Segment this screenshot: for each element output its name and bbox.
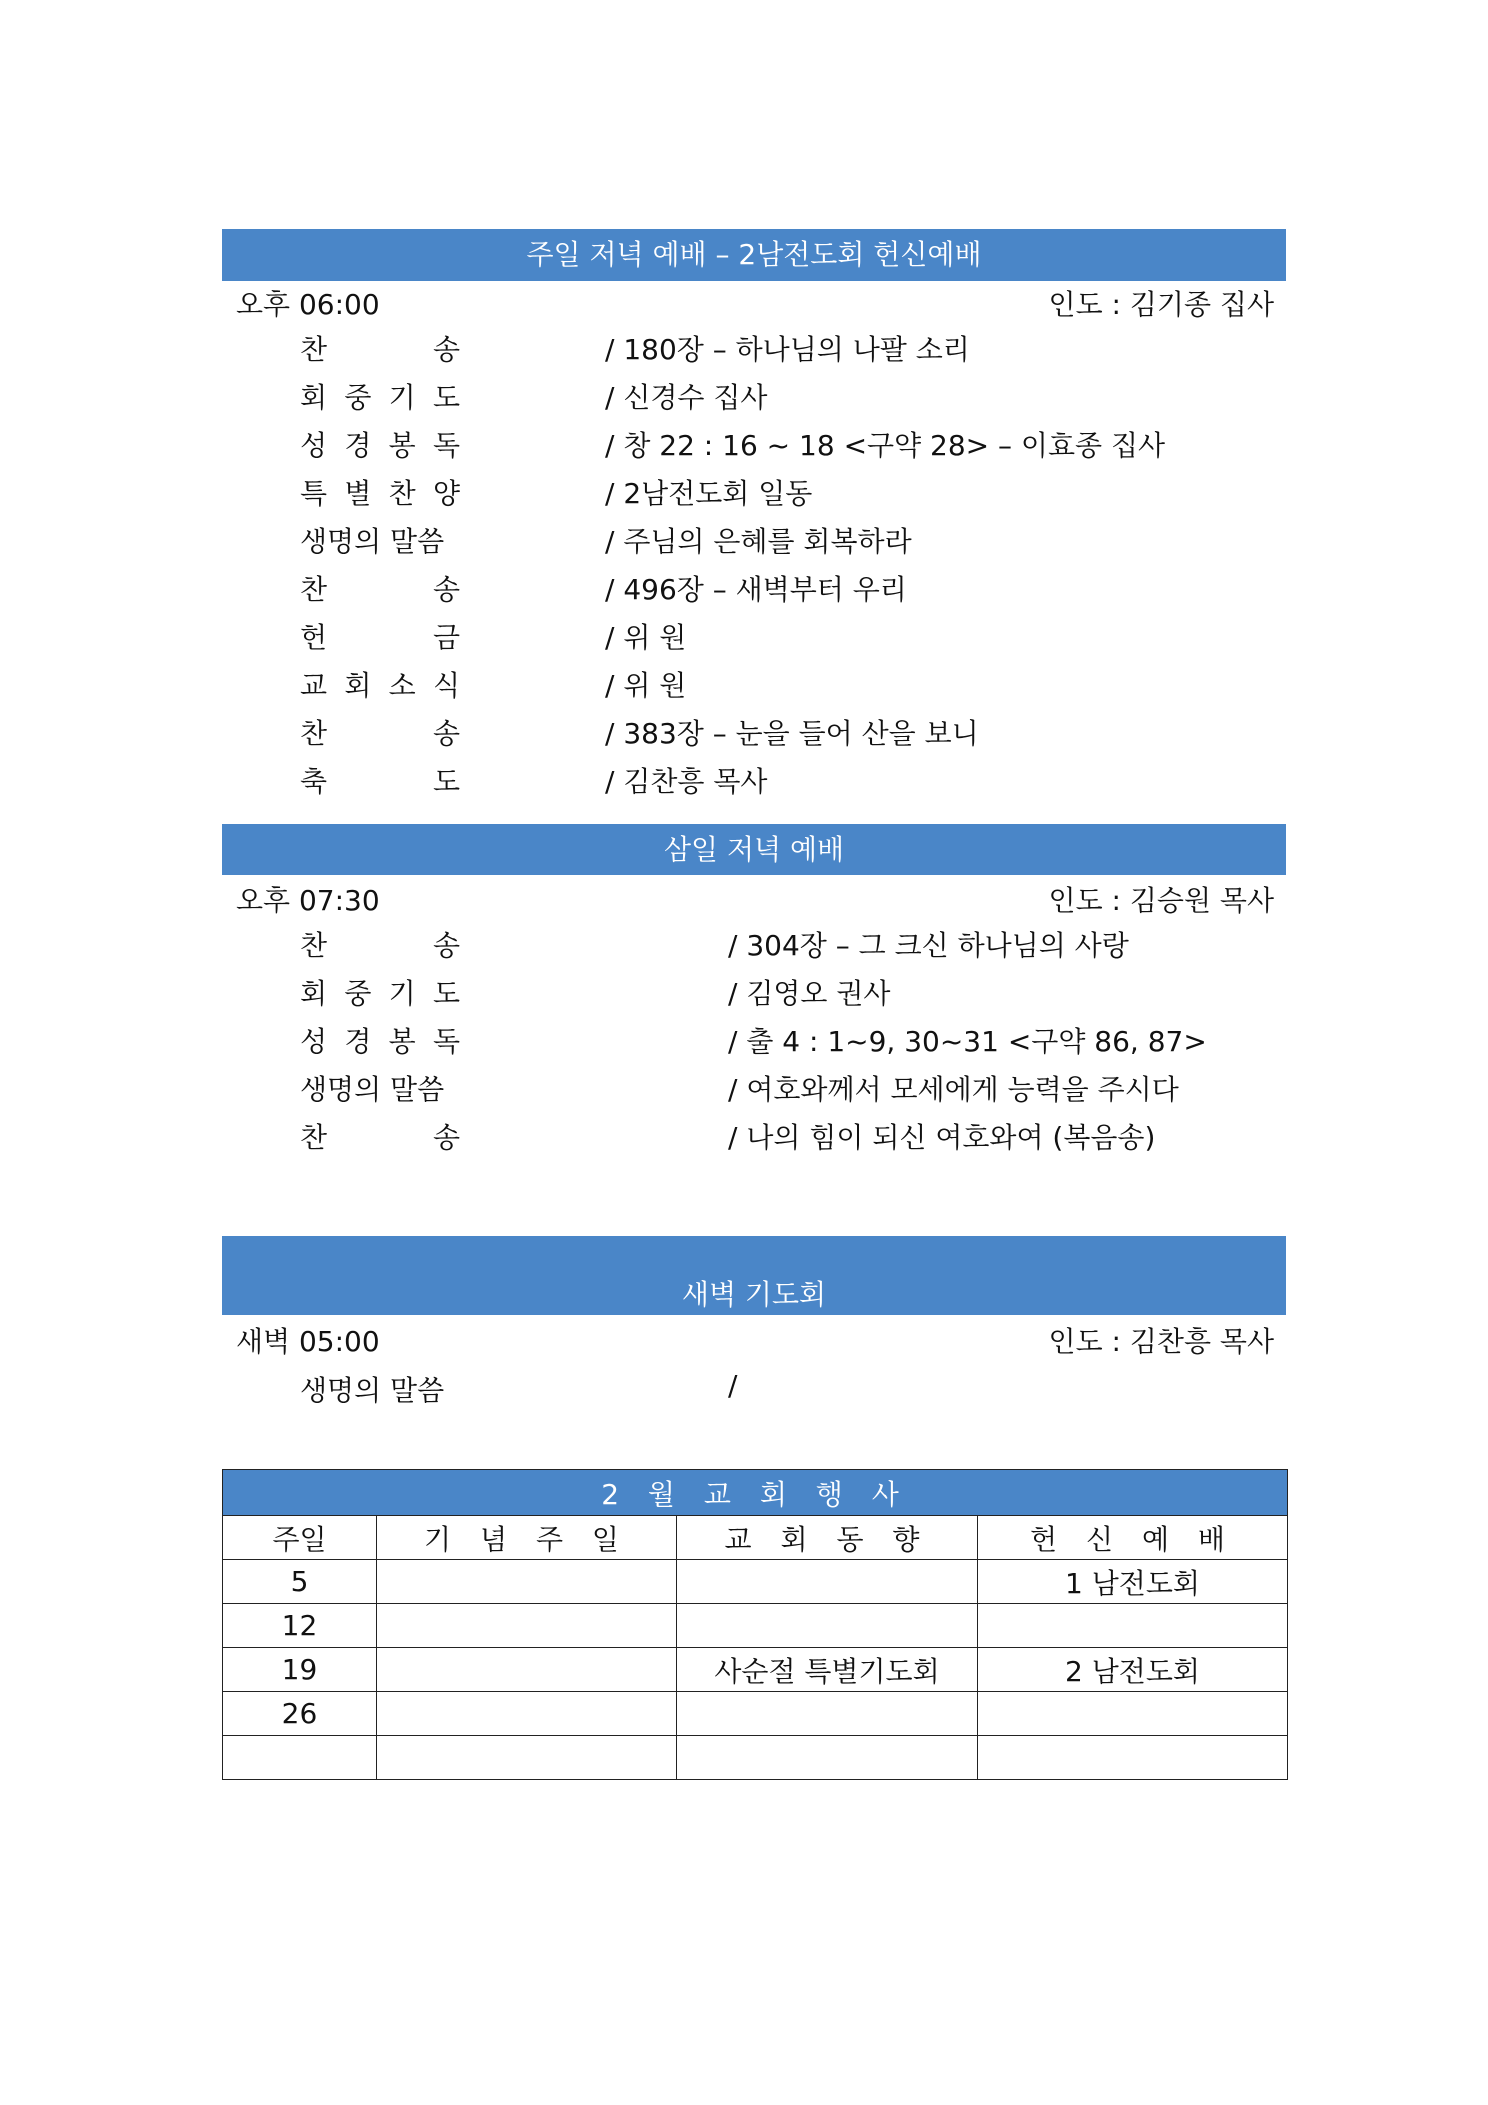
events-table-header <box>223 1516 1288 1560</box>
table-row <box>223 1648 1288 1692</box>
order-item-label-char: 축 <box>300 765 328 798</box>
order-item-value: / 2남전도회 일동 <box>605 477 813 510</box>
table-cell: 1 남전도회 <box>978 1560 1288 1604</box>
service-time: 새벽 05:00 <box>236 1325 380 1358</box>
order-item-label-char: 생명의 말씀 <box>300 525 445 558</box>
order-item-label <box>300 1116 460 1156</box>
order-item-label-char: 송 <box>432 929 460 962</box>
order-item-label-char: 송 <box>432 573 460 606</box>
order-item-label-char: 찬 <box>300 333 328 366</box>
order-item-label-char: 찬 <box>300 929 328 962</box>
order-item-label-char: 중 <box>344 977 372 1010</box>
order-item-value: / 창 22 : 16 ~ 18 <구약 28> – 이효종 집사 <box>605 429 1166 462</box>
order-item-label <box>300 1020 460 1060</box>
order-item-label <box>300 1369 460 1409</box>
table-cell <box>377 1692 677 1736</box>
table-cell: 5 <box>223 1560 377 1604</box>
order-item-label-char: 성 <box>300 1025 328 1058</box>
order-item-label <box>300 664 460 704</box>
table-cell <box>377 1648 677 1692</box>
order-item-label-char: 송 <box>432 333 460 366</box>
table-cell <box>677 1560 978 1604</box>
order-item-label-char: 기 <box>388 977 416 1010</box>
order-item-label-char: 봉 <box>388 429 416 462</box>
order-item-label-char: 독 <box>432 1025 460 1058</box>
events-table-body <box>223 1560 1288 1780</box>
order-item-label-char: 독 <box>432 429 460 462</box>
order-item-value: / 304장 – 그 크신 하나님의 사랑 <box>728 929 1129 962</box>
order-item-label <box>300 924 460 964</box>
order-item-value: / 180장 – 하나님의 나팔 소리 <box>605 333 970 366</box>
order-item-label <box>300 424 460 464</box>
order-item-label <box>300 472 460 512</box>
table-cell: 사순절 특별기도회 <box>677 1648 978 1692</box>
table-cell <box>223 1736 377 1780</box>
order-item-label-char: 소 <box>388 669 416 702</box>
table-row <box>223 1692 1288 1736</box>
order-item-label-char: 찬 <box>300 717 328 750</box>
events-table-title: 2 월 교 회 행 사 <box>223 1470 1288 1516</box>
order-item-value: / 위 원 <box>605 669 687 702</box>
order-item-label <box>300 376 460 416</box>
events-column-header: 헌 신 예 배 <box>978 1516 1288 1560</box>
dawn-prayer-meta <box>222 1320 1286 1364</box>
order-item-label-char: 기 <box>388 381 416 414</box>
order-item-value: / 나의 힘이 되신 여호와여 (복음송) <box>728 1121 1156 1154</box>
table-row <box>223 1736 1288 1780</box>
order-item-label-char: 중 <box>344 381 372 414</box>
service-time: 오후 07:30 <box>236 884 380 917</box>
sunday-evening-title: 주일 저녁 예배 – 2남전도회 헌신예배 <box>222 229 1286 281</box>
order-item-label-char: 교 <box>300 669 328 702</box>
table-cell <box>377 1604 677 1648</box>
table-cell: 19 <box>223 1648 377 1692</box>
order-item-value: / 김영오 권사 <box>728 977 891 1010</box>
table-cell: 2 남전도회 <box>978 1648 1288 1692</box>
dawn-prayer-title-text: 새벽 기도회 <box>681 1278 827 1311</box>
order-item-label-char: 회 <box>300 381 328 414</box>
order-item-label-char: 도 <box>432 765 460 798</box>
events-column-header: 기 념 주 일 <box>377 1516 677 1560</box>
order-item-value: / 여호와께서 모세에게 능력을 주시다 <box>728 1073 1179 1106</box>
order-item-label <box>300 520 460 560</box>
order-item-label-char: 경 <box>344 1025 372 1058</box>
order-item-label-char: 특 <box>300 477 328 510</box>
order-item-label <box>300 712 460 752</box>
table-cell <box>978 1736 1288 1780</box>
order-item-value: / 출 4 : 1~9, 30~31 <구약 86, 87> <box>728 1025 1207 1058</box>
table-cell <box>677 1692 978 1736</box>
service-leader: 인도 : 김승원 목사 <box>1048 884 1274 917</box>
table-row <box>223 1560 1288 1604</box>
events-column-header: 교 회 동 향 <box>677 1516 978 1560</box>
order-item-label-char: 찬 <box>300 573 328 606</box>
order-item-label-char: 별 <box>344 477 372 510</box>
table-cell <box>677 1736 978 1780</box>
sunday-evening-meta <box>222 283 1286 327</box>
table-cell <box>377 1560 677 1604</box>
order-item-value: / 신경수 집사 <box>605 381 768 414</box>
table-row <box>223 1604 1288 1648</box>
service-leader: 인도 : 김기종 집사 <box>1048 288 1274 321</box>
table-cell <box>978 1692 1288 1736</box>
order-item-label-char: 회 <box>300 977 328 1010</box>
table-cell <box>677 1604 978 1648</box>
order-item-label-char: 찬 <box>388 477 416 510</box>
order-item-value: / 383장 – 눈을 들어 산을 보니 <box>605 717 979 750</box>
wednesday-evening-title: 삼일 저녁 예배 <box>222 824 1286 875</box>
order-item-label <box>300 328 460 368</box>
service-leader: 인도 : 김찬흥 목사 <box>1048 1325 1274 1358</box>
order-item-label-char: 성 <box>300 429 328 462</box>
table-cell <box>978 1604 1288 1648</box>
order-item-value: / <box>728 1369 738 1402</box>
order-item-label <box>300 616 460 656</box>
table-cell: 26 <box>223 1692 377 1736</box>
order-item-label-char: 송 <box>432 717 460 750</box>
order-item-label-char: 송 <box>432 1121 460 1154</box>
order-item-label-char: 생명의 말씀 <box>300 1374 445 1407</box>
order-item-label <box>300 568 460 608</box>
order-item-value: / 주님의 은혜를 회복하라 <box>605 525 912 558</box>
order-item-label-char: 도 <box>432 977 460 1010</box>
order-item-value: / 496장 – 새벽부터 우리 <box>605 573 907 606</box>
order-item-label <box>300 760 460 800</box>
table-cell: 12 <box>223 1604 377 1648</box>
order-item-label-char: 경 <box>344 429 372 462</box>
february-events-table <box>222 1469 1288 1780</box>
order-item-label-char: 생명의 말씀 <box>300 1073 445 1106</box>
order-item-label-char: 봉 <box>388 1025 416 1058</box>
wednesday-evening-meta <box>222 879 1286 923</box>
order-item-label-char: 찬 <box>300 1121 328 1154</box>
order-item-label-char: 회 <box>344 669 372 702</box>
order-item-label-char: 금 <box>432 621 460 654</box>
order-item-label-char: 헌 <box>300 621 328 654</box>
order-item-value: / 위 원 <box>605 621 687 654</box>
order-item-value: / 김찬흥 목사 <box>605 765 768 798</box>
order-item-label-char: 양 <box>432 477 460 510</box>
order-item-label <box>300 972 460 1012</box>
order-item-label <box>300 1068 460 1108</box>
order-item-label-char: 식 <box>432 669 460 702</box>
service-time: 오후 06:00 <box>236 288 380 321</box>
dawn-prayer-title <box>222 1236 1286 1315</box>
order-item-label-char: 도 <box>432 381 460 414</box>
events-column-header: 주일 <box>223 1516 377 1560</box>
table-cell <box>377 1736 677 1780</box>
